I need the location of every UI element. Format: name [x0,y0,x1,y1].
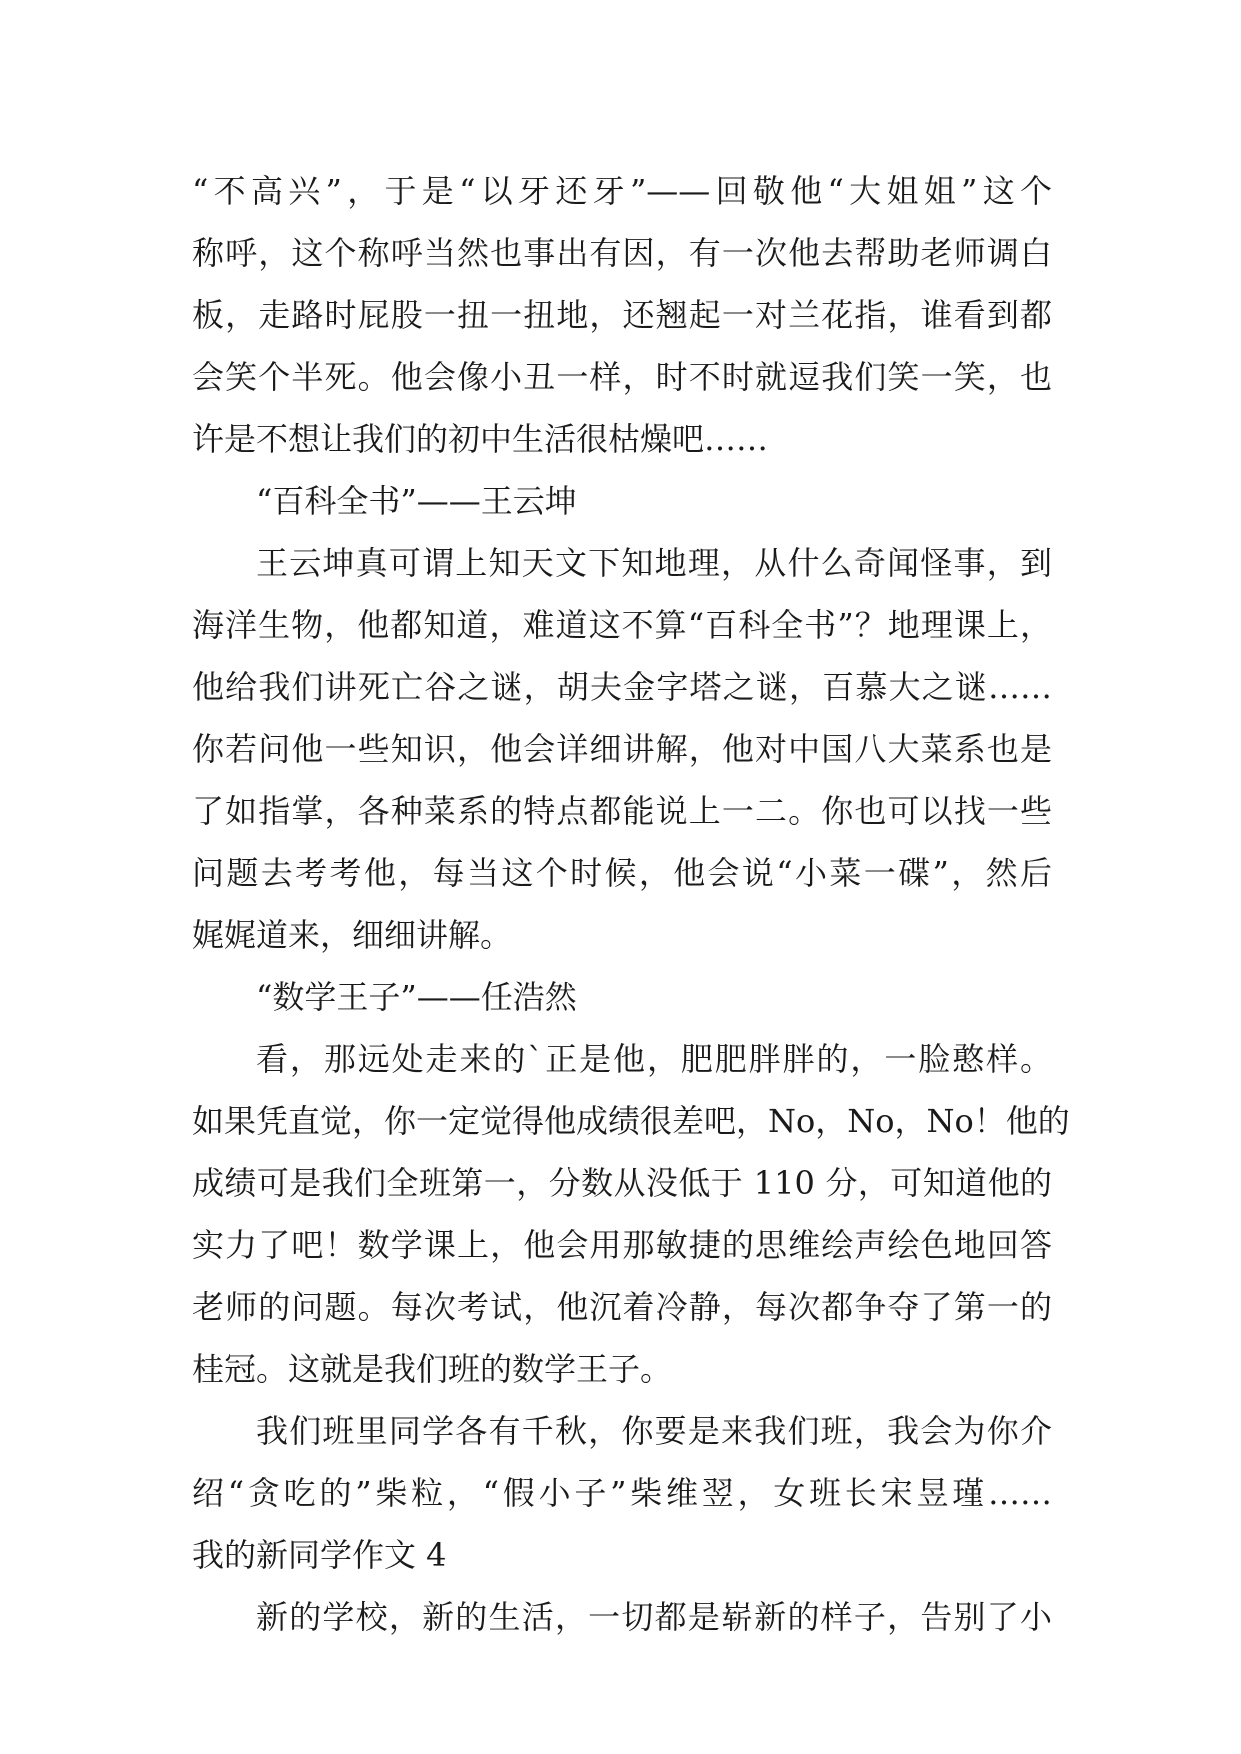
text-line: 王云坤真可谓上知天文下知地理，从什么奇闻怪事，到 [256,544,1052,582]
section-heading: “数学王子”——任浩然 [256,978,577,1016]
text-line: 成绩可是我们全班第一，分数从没低于 110 分，可知道他的 [192,1164,1052,1202]
text-line: 娓娓道来，细细讲解。 [192,916,513,954]
text-line: 新的学校，新的生活，一切都是崭新的样子，告别了小 [256,1598,1052,1636]
text-line: 老师的问题。每次考试，他沉着冷静，每次都争夺了第一的 [192,1288,1052,1326]
text-line: 实力了吧！数学课上，他会用那敏捷的思维绘声绘色地回答 [192,1226,1052,1264]
text-line: 你若问他一些知识，他会详细讲解，他对中国八大菜系也是 [192,730,1052,768]
section-heading: “百科全书”——王云坤 [256,482,577,520]
text-line: 了如指掌，各种菜系的特点都能说上一二。你也可以找一些 [192,792,1052,830]
text-line: 桂冠。这就是我们班的数学王子。 [192,1350,673,1388]
text-line: 海洋生物，他都知道，难道这不算“百科全书”？地理课上， [192,606,1052,644]
text-line: “不高兴”，于是“以牙还牙”——回敬他“大姐姐”这个 [192,172,1052,210]
text-line: 看，那远处走来的`正是他，肥肥胖胖的，一脸憨样。 [256,1040,1052,1078]
text-line: 问题去考考他，每当这个时候，他会说“小菜一碟”，然后 [192,854,1052,892]
text-line: 板，走路时屁股一扭一扭地，还翘起一对兰花指，谁看到都 [192,296,1052,334]
text-line: 如果凭直觉，你一定觉得他成绩很差吧，No，No，No！他的 [192,1102,1070,1140]
text-line: 绍“贪吃的”柴粒，“假小子”柴维翌，女班长宋昱瑾…… [192,1474,1052,1512]
text-line: 许是不想让我们的初中生活很枯燥吧…… [192,420,769,458]
document-body [192,160,1070,1648]
text-line: 会笑个半死。他会像小丑一样，时不时就逗我们笑一笑，也 [192,358,1052,396]
text-line: 称呼，这个称呼当然也事出有因，有一次他去帮助老师调白 [192,234,1052,272]
essay-title: 我的新同学作文 4 [192,1536,447,1574]
text-line: 他给我们讲死亡谷之谜，胡夫金字塔之谜，百慕大之谜…… [192,668,1052,706]
text-line: 我们班里同学各有千秋，你要是来我们班，我会为你介 [256,1412,1052,1450]
